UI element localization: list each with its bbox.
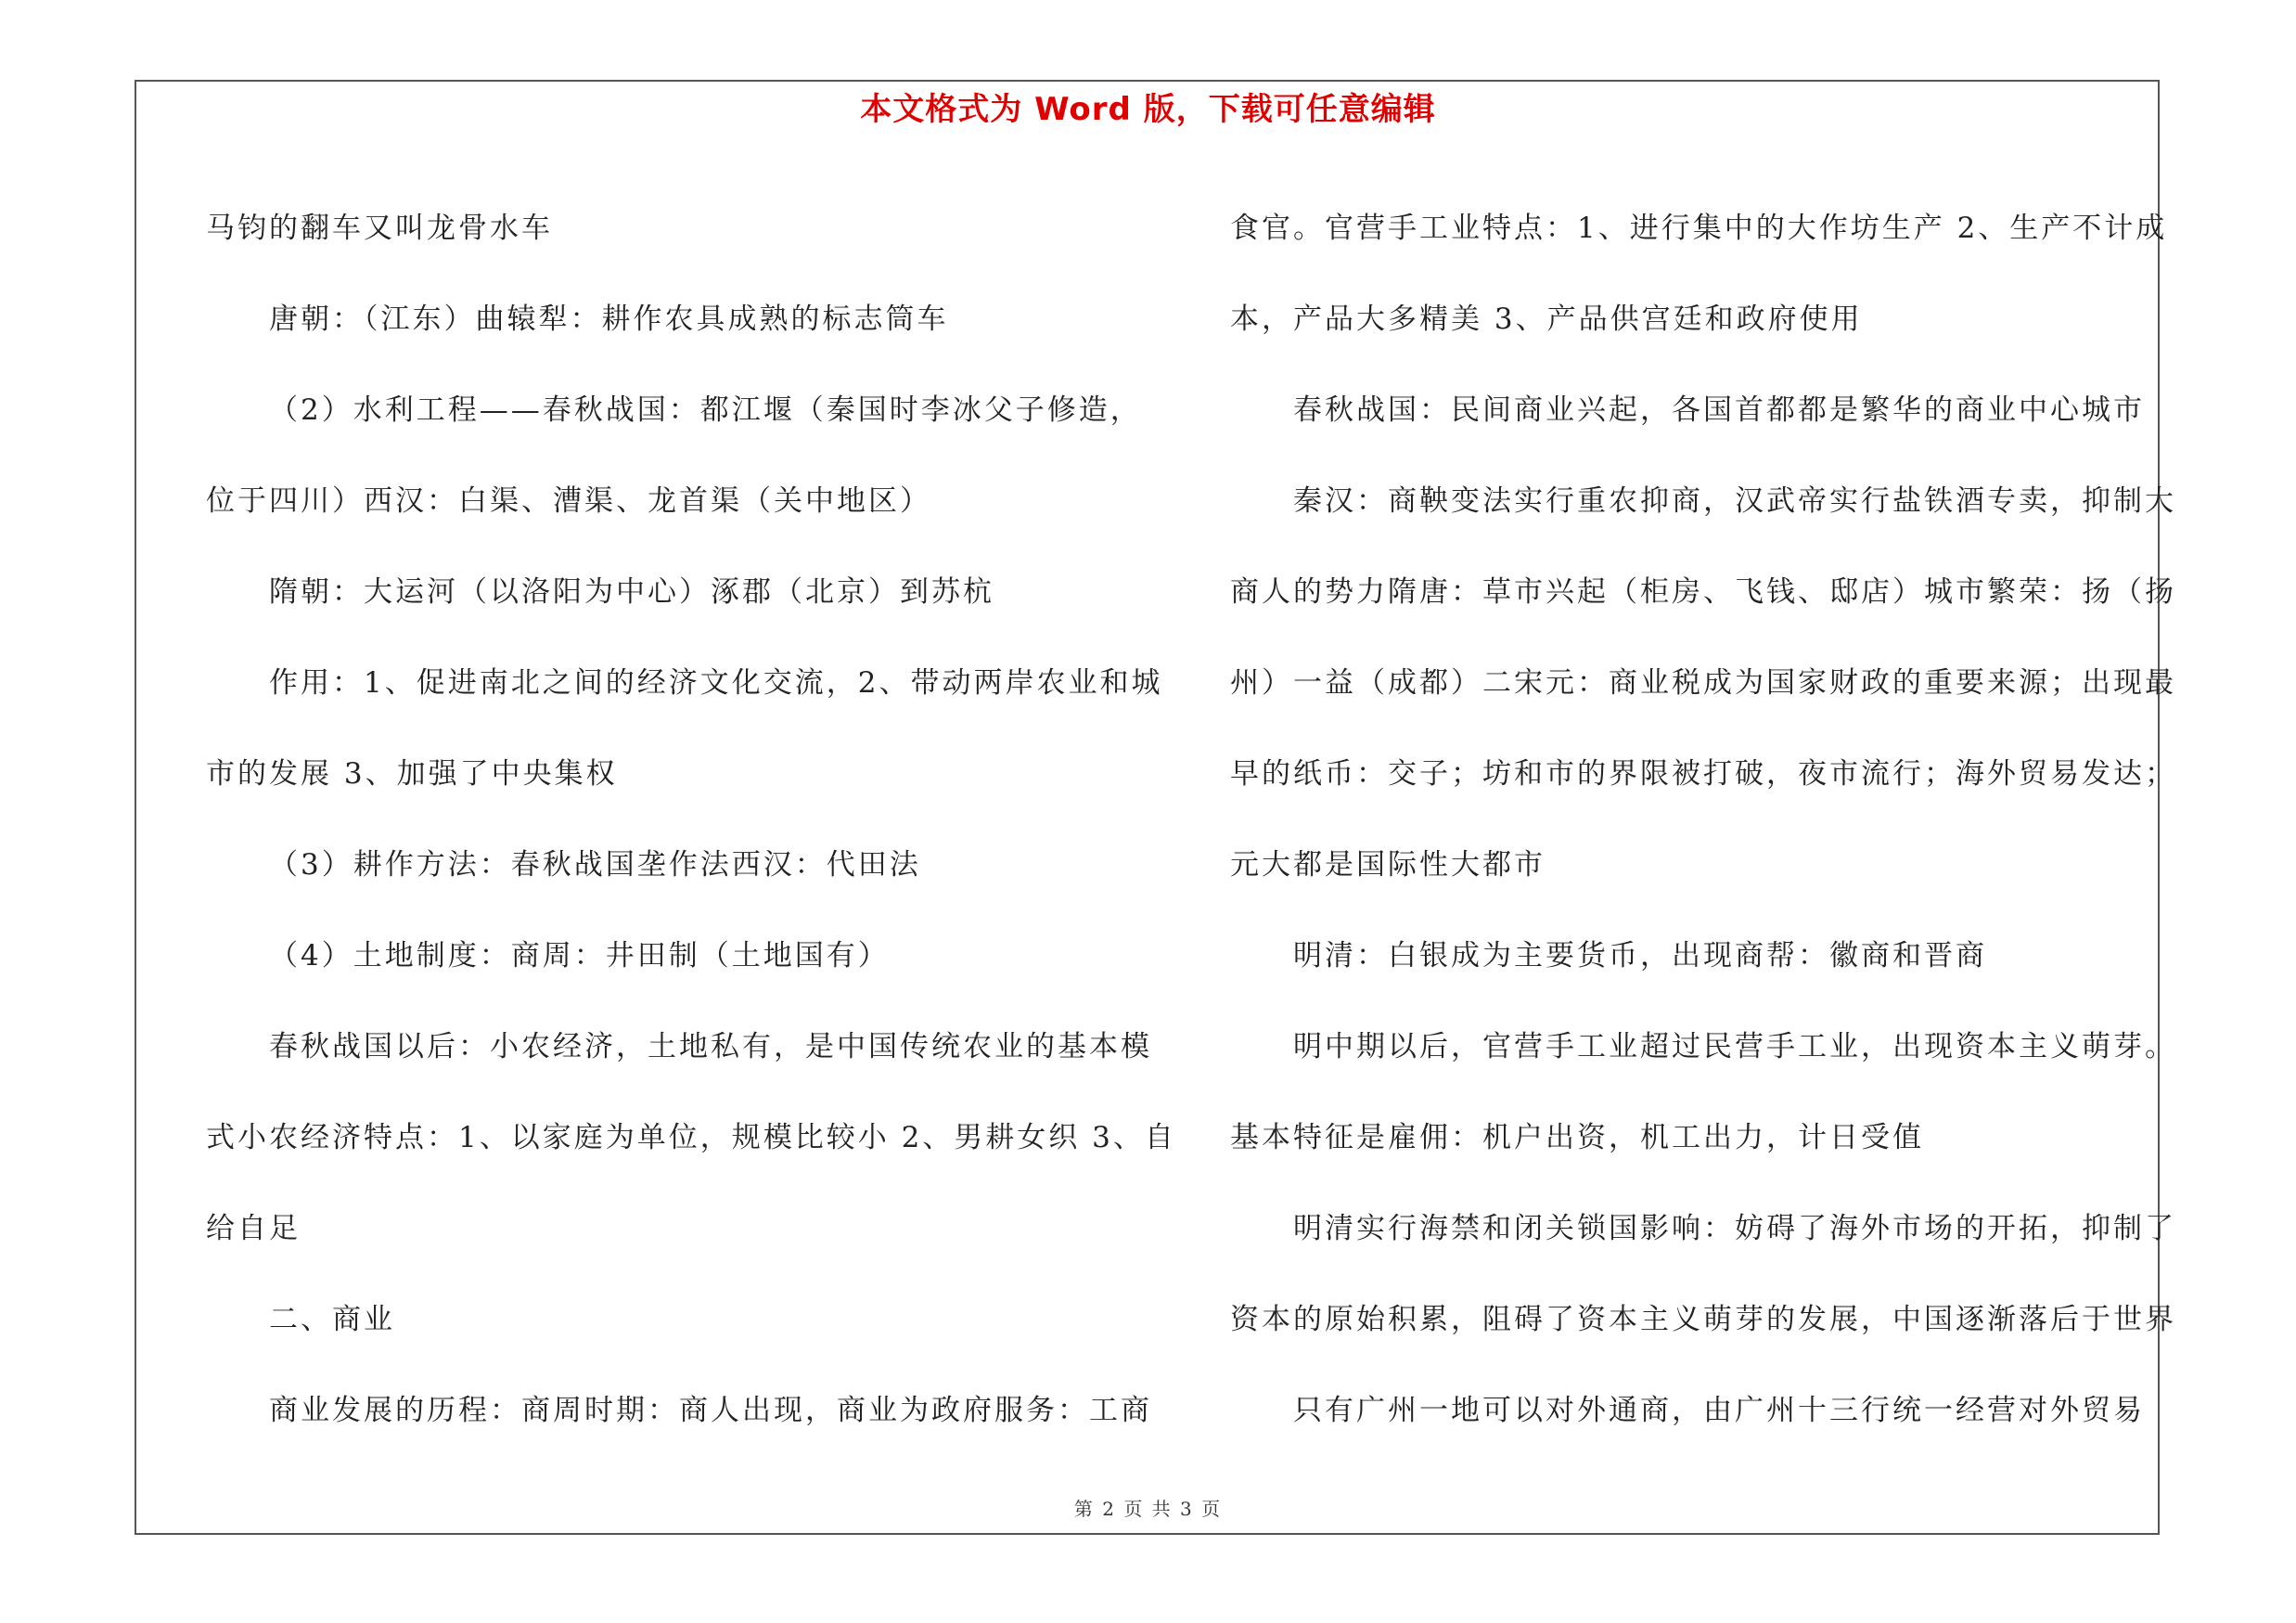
section-heading: 二、商业 bbox=[269, 1303, 395, 1336]
paragraph-line: 唐朝：（江东）曲辕犁：耕作农具成熟的标志筒车 bbox=[269, 303, 949, 336]
paragraph-line: （3）耕作方法：春秋战国垄作法西汉：代田法 bbox=[269, 848, 921, 882]
paragraph-line: 明清：白银成为主要货币，出现商帮：徽商和晋商 bbox=[1293, 939, 1987, 973]
paragraph-line: 元大都是国际性大都市 bbox=[1230, 848, 1546, 882]
paragraph-line: 只有广州一地可以对外通商，由广州十三行统一经营对外贸易 bbox=[1293, 1394, 2145, 1427]
paragraph-line: 早的纸币：交子；坊和市的界限被打破，夜市流行；海外贸易发达； bbox=[1230, 757, 2176, 791]
paragraph-line: 式小农经济特点：1、以家庭为单位，规模比较小 2、男耕女织 3、自 bbox=[206, 1121, 1176, 1154]
paragraph-line: 明中期以后，官营手工业超过民营手工业，出现资本主义萌芽。 bbox=[1293, 1030, 2176, 1063]
paragraph-line: 马钧的翻车又叫龙骨水车 bbox=[206, 212, 553, 245]
paragraph-line: 食官。官营手工业特点：1、进行集中的大作坊生产 2、生产不计成 bbox=[1230, 212, 2168, 245]
paragraph-line: 明清实行海禁和闭关锁国影响：妨碍了海外市场的开拓，抑制了 bbox=[1293, 1212, 2176, 1245]
paragraph-line: 作用：1、促进南北之间的经济文化交流，2、带动两岸农业和城 bbox=[269, 666, 1163, 700]
paragraph-line: 秦汉：商鞅变法实行重农抑商，汉武帝实行盐铁酒专卖，抑制大 bbox=[1293, 484, 2176, 518]
right-column bbox=[1230, 183, 2176, 1456]
paragraph-line: 给自足 bbox=[206, 1212, 301, 1245]
paragraph-line: 春秋战国以后：小农经济，土地私有，是中国传统农业的基本模 bbox=[269, 1030, 1152, 1063]
paragraph-line: 基本特征是雇佣：机户出资，机工出力，计日受值 bbox=[1230, 1121, 1924, 1154]
paragraph-line: 商人的势力隋唐：草市兴起（柜房、飞钱、邸店）城市繁荣：扬（扬 bbox=[1230, 575, 2176, 609]
left-column bbox=[206, 183, 1176, 1456]
header-banner: 本文格式为 Word 版，下载可任意编辑 bbox=[860, 91, 1436, 128]
paragraph-line: （2）水利工程——春秋战国：都江堰（秦国时李冰父子修造， bbox=[269, 393, 1142, 427]
paragraph-line: 市的发展 3、加强了中央集权 bbox=[206, 757, 618, 791]
paragraph-line: 资本的原始积累，阻碍了资本主义萌芽的发展，中国逐渐落后于世界 bbox=[1230, 1303, 2176, 1336]
paragraph-line: 州）一益（成都）二宋元：商业税成为国家财政的重要来源；出现最 bbox=[1230, 666, 2176, 700]
paragraph-line: 本，产品大多精美 3、产品供宫廷和政府使用 bbox=[1230, 303, 1863, 336]
paragraph-line: 隋朝：大运河（以洛阳为中心）涿郡（北京）到苏杭 bbox=[269, 575, 994, 609]
page-number: 第 2 页 共 3 页 bbox=[1073, 1498, 1223, 1520]
paragraph-line: 春秋战国：民间商业兴起，各国首都都是繁华的商业中心城市 bbox=[1293, 393, 2145, 427]
paragraph-line: （4）土地制度：商周：井田制（土地国有） bbox=[269, 939, 890, 973]
paragraph-line: 商业发展的历程：商周时期：商人出现，商业为政府服务：工商 bbox=[269, 1394, 1152, 1427]
paragraph-line: 位于四川）西汉：白渠、漕渠、龙首渠（关中地区） bbox=[206, 484, 931, 518]
